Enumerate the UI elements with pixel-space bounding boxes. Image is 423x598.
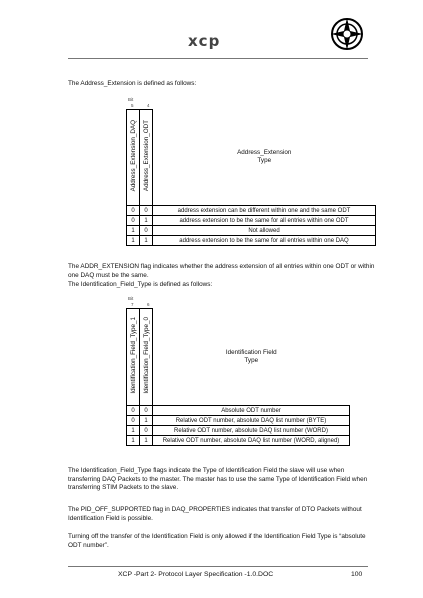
- table1-bit-4: 4: [147, 103, 150, 108]
- table2-r1-c1: 1: [140, 416, 153, 426]
- table2-title: Identification Field: [225, 348, 277, 356]
- table1-r1-c1: 1: [140, 216, 153, 226]
- table2-r3-c1: 1: [140, 436, 153, 446]
- table2-bit-7: 7: [131, 302, 134, 307]
- table-row: [127, 416, 350, 426]
- table1-title-type: Type: [257, 157, 272, 165]
- table1-title: Address_Extension: [237, 149, 292, 157]
- table1-r0-c0: 0: [127, 206, 140, 216]
- table2-bit-label: Bit: [128, 296, 134, 301]
- table2-r3-c0: 1: [127, 436, 140, 446]
- address-extension-table: [126, 109, 376, 246]
- table1-r2-c0: 1: [127, 226, 140, 236]
- intro-address-extension: The Address_Extension is defined as follows:: [68, 80, 197, 87]
- table2-title-cell: [153, 309, 350, 406]
- table2-r2-c1: 0: [140, 426, 153, 436]
- pid-off-paragraph: The PID_OFF_SUPPORTED flag in DAQ_PROPERTIES indicates that transfer of DTO Packets without Identification Field is possible.: [68, 506, 362, 522]
- intro-identification-field: The Identification_Field_Type is defined as follows:: [68, 281, 213, 288]
- table1-r0-c1: 0: [140, 206, 153, 216]
- table2-r0-c1: 0: [140, 406, 153, 416]
- table1-r3-c1: 1: [140, 236, 153, 246]
- table1-r3-desc: address extension to be the same for all entries within one DAQ: [153, 236, 376, 246]
- footer-rule: [68, 566, 368, 567]
- table1-r1-c0: 0: [127, 216, 140, 226]
- table2-r3-desc: Relative ODT number, absolute DAQ list number (WORD, aligned): [153, 436, 350, 446]
- table2-title-type: Type: [244, 356, 259, 364]
- table-row: [127, 406, 350, 416]
- table1-title-cell: [153, 110, 376, 206]
- table1-bit-5: 5: [131, 103, 134, 108]
- table2-r2-desc: Relative ODT number, absolute DAQ list number (WORD): [153, 426, 350, 436]
- table1-r1-desc: address extension to be the same for all entries within one ODT: [153, 216, 376, 226]
- table2-r1-desc: Relative ODT number, absolute DAQ list number (BYTE): [153, 416, 350, 426]
- table2-r0-desc: Absolute ODT number: [153, 406, 350, 416]
- table-row: [127, 236, 376, 246]
- table-row: [127, 226, 376, 236]
- table2-r1-c0: 0: [127, 416, 140, 426]
- table2-r0-c0: 0: [127, 406, 140, 416]
- identification-field-table: [126, 308, 350, 446]
- table1-r2-c1: 0: [140, 226, 153, 236]
- header-rule: [68, 58, 368, 59]
- identification-flags-paragraph: The Identification_Field_Type flags indicate the Type of Identification Field the slave will use when transferring DAQ Packets to the master. The master has to use the same Type of Identification Field when transferring STIM Packets to the slave.: [68, 467, 368, 492]
- table-row: [127, 206, 376, 216]
- table2-bit-6: 6: [147, 302, 150, 307]
- table-row: [127, 216, 376, 226]
- footer-page-number: 100: [351, 571, 363, 578]
- addr-extension-paragraph: The ADDR_EXTENSION flag indicates whether the address extension of all entries within one ODT or within one DAQ must be the same.: [68, 263, 375, 279]
- turning-off-paragraph: Turning off the transfer of the Identification Field is only allowed if the Identification Field Type is “absolute ODT number”.: [68, 533, 366, 549]
- table1-r2-desc: Not allowed: [153, 226, 376, 236]
- table1-col-odt: Address_Extension_ODT: [140, 110, 153, 206]
- table-row: [127, 426, 350, 436]
- table-row: [127, 436, 350, 446]
- compass-emblem-icon: [330, 17, 364, 51]
- table1-r0-desc: address extension can be different within one and the same ODT: [153, 206, 376, 216]
- table1-bit-label: Bit: [128, 97, 134, 102]
- table1-r3-c0: 1: [127, 236, 140, 246]
- table1-col-daq: Address_Extension_DAQ: [127, 110, 140, 206]
- table2-col-type1: Identification_Field_Type_1: [127, 309, 140, 406]
- table2-r2-c0: 1: [127, 426, 140, 436]
- footer-doc-title: XCP -Part 2- Protocol Layer Specification -1.0.DOC: [118, 571, 274, 578]
- table2-col-type0: Identification_Field_Type_0: [140, 309, 153, 406]
- xcp-logo: xcp: [188, 32, 221, 50]
